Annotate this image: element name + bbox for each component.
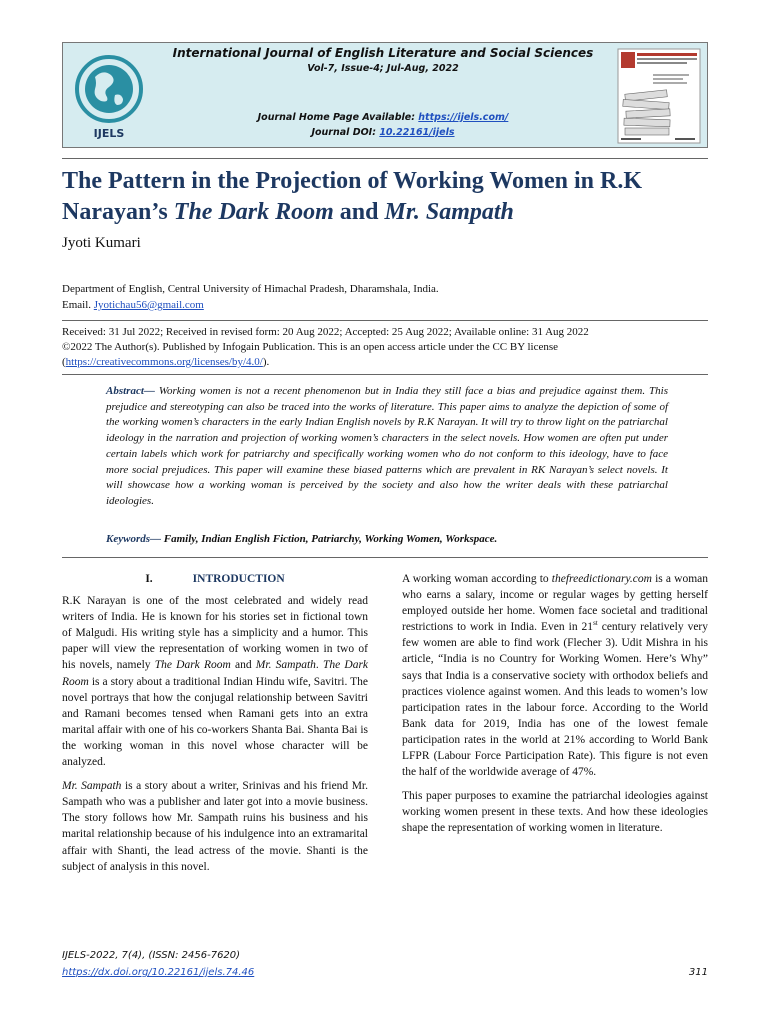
home-link[interactable]: https://ijels.com/ [418,112,509,123]
body-divider [62,557,708,558]
journal-home: Journal Home Page Available: https://ijels.com/ [257,112,509,123]
article-dates: Received: 31 Jul 2022; Received in revised form: 20 Aug 2022; Accepted: 25 Aug 2022; Available online: 31 Aug 2022 ©2022 The Author(s). Published by Infogain Publication. This is an open access article under the CC BY license (https://creativecommons.org/licenses/by/4.0/). [62,326,589,368]
abstract [106,384,668,510]
email-link[interactable]: Jyotichau56@gmail.com [93,299,204,311]
license-link[interactable]: https://creativecommons.org/licenses/by/4.0/ [65,356,263,368]
page-footer [62,947,708,981]
paragraph: Mr. Sampath is a story about a writer, Srinivas and his friend Mr. Sampath who was a publisher and later got into a movie business. The story follows how Mr. Sampath ruins his business and his marital relationship because of his indulgence into an extramarital affair with Shanti, the lead actress of the movie. Shanti is the subject of analysis in this novel. [62,780,368,873]
abstract-label: Abstract— [106,385,155,397]
section-heading: I. INTRODUCTION [145,573,285,585]
header-divider [62,158,708,159]
journal-banner [62,42,708,148]
paragraph: This paper purposes to examine the patriarchal ideologies against working women present in these texts. And how these ideologies shape the representation of working women in literature. [402,790,708,835]
journal-doi: Journal DOI: 10.22161/ijels [311,127,455,138]
journal-volume: Vol-7, Issue-4; Jul-Aug, 2022 [307,63,459,74]
body-left-column [62,571,368,883]
body-right-column [402,571,708,845]
doi-link[interactable]: 10.22161/ijels [379,127,455,138]
page-number: 311 [688,967,708,978]
footer-citation: IJELS-2022, 7(4), (ISSN: 2456-7620) [62,950,241,961]
paragraph: A working woman according to thefreedictionary.com is a woman who earns a salary, income or regular wages by getting herself employed outside her home. Women face societal and traditional restrictions to work in India. Even in 21st century relatively very few women are able to find work (Flecher 3). Udit Mishra in his article, “India is no Country for Working Women. Here’s Why” says that India is a conservative society with orthodox beliefs and practices violence against women. And this leads to women’s low participation rates in the labour force. According to the World Bank data for 2019, India has one of the lowest female participation rates in the world at 21% according to World Bank LFPR (Labour Force Participation Rate). This figure is not even the half of the worldwide average of 47%. [402,573,709,779]
affiliation: Department of English, Central University of Himachal Pradesh, Dharamshala, India. Email. Jyotichau56@gmail.com [62,283,439,311]
abstract-divider [62,374,708,375]
journal-cover-image [617,48,701,144]
paragraph: R.K Narayan is one of the most celebrated and widely read writers of India. He is known for his stories set in fictional town of Malgudi. His writing style has a simplicity and a humor. This paper will view the representation of working women in two of his novels, namely The Dark Room and Mr. Sampath. The Dark Room is a story about a traditional Indian Hindu wife, Savitri. The novel portrays that how the conjugal relationship between Savitri and Ramani becomes tensed when Ramani gets into an extra marital affair with one of his co-workers Shanta Bai. Shanta Bai is the working woman in this novel whose character will be analyzed. [62,595,369,769]
ijels-logo [69,47,149,143]
journal-title: International Journal of English Literature and Social Sciences [172,46,594,60]
keywords: Keywords— Family, Indian English Fiction, Patriarchy, Working Women, Workspace. [106,533,498,545]
footer-doi-link[interactable]: https://dx.doi.org/10.22161/ijels.74.46 [62,967,255,978]
author-name: Jyoti Kumari [62,235,141,251]
dates-divider [62,320,708,321]
logo-text: IJELS [93,127,125,140]
abstract-text: Working women is not a recent phenomenon but in India they still face a bias and prejudice against them. This prejudice and stereotyping can also be traced into the works of literature. This paper aims to analyze the depiction of some of the working women’s characters in the early Indian English novels by R.K Narayan. It will try to throw light on the patriarchal ideology in the narration and projection of working women’s characters in the select novels. How women are often put under certain labels which work for patriarchy and specifically working women who do not conform to this ideology, have to face more social prejudices. This paper will examine these biased patterns which are prevalent in RK Narayan’s select novels. It will showcase how a working woman is perceived by the society and also how the writer deals with these patriarchal ideologies. [106,385,668,507]
article-title: The Pattern in the Projection of Working Women in R.K Narayan’s The Dark Room and Mr. Sampath [62,168,642,225]
journal-info [163,45,603,138]
